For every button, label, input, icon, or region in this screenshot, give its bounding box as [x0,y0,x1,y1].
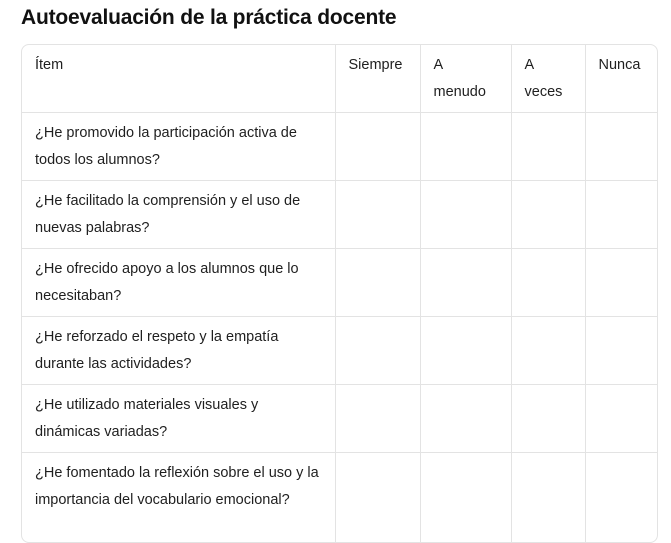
siempre-cell[interactable] [335,453,420,542]
nunca-cell[interactable] [585,453,657,542]
table-row [22,317,657,385]
siempre-cell[interactable] [335,181,420,249]
nunca-cell[interactable] [585,113,657,181]
table-row [22,453,657,542]
siempre-cell[interactable] [335,385,420,453]
nunca-cell[interactable] [585,249,657,317]
column-header-siempre: Siempre [335,45,420,113]
column-header-a-menudo-label: A menudo [433,57,486,100]
nunca-cell[interactable] [585,181,657,249]
item-cell: ¿He promovido la participación activa de todos los alumnos? [22,113,335,181]
a-veces-cell[interactable] [511,317,585,385]
column-header-item: Ítem [22,45,335,113]
a-veces-cell[interactable] [511,181,585,249]
siempre-cell[interactable] [335,249,420,317]
a-menudo-cell[interactable] [420,181,511,249]
table-row [22,181,657,249]
self-evaluation-table [21,44,658,543]
a-menudo-cell[interactable] [420,317,511,385]
nunca-cell[interactable] [585,385,657,453]
a-menudo-cell[interactable] [420,385,511,453]
header-row [22,45,657,113]
column-header-a-veces [511,45,585,113]
item-cell: ¿He reforzado el respeto y la empatía durante las actividades? [22,317,335,385]
item-cell: ¿He facilitado la comprensión y el uso de nuevas palabras? [22,181,335,249]
a-veces-cell[interactable] [511,249,585,317]
column-header-a-menudo [420,45,511,113]
table [22,45,657,542]
a-menudo-cell[interactable] [420,249,511,317]
a-veces-cell[interactable] [511,113,585,181]
column-header-a-veces-label: A veces [524,57,563,100]
table-row [22,249,657,317]
a-menudo-cell[interactable] [420,113,511,181]
a-veces-cell[interactable] [511,453,585,542]
item-cell: ¿He ofrecido apoyo a los alumnos que lo necesitaban? [22,249,335,317]
column-header-nunca: Nunca [585,45,657,113]
a-veces-cell[interactable] [511,385,585,453]
siempre-cell[interactable] [335,113,420,181]
nunca-cell[interactable] [585,317,657,385]
siempre-cell[interactable] [335,317,420,385]
item-cell: ¿He utilizado materiales visuales y dinámicas variadas? [22,385,335,453]
a-menudo-cell[interactable] [420,453,511,542]
table-row [22,113,657,181]
page-title: Autoevaluación de la práctica docente [21,6,397,29]
item-cell: ¿He fomentado la reflexión sobre el uso y la importancia del vocabulario emocional? [22,453,335,542]
table-row [22,385,657,453]
